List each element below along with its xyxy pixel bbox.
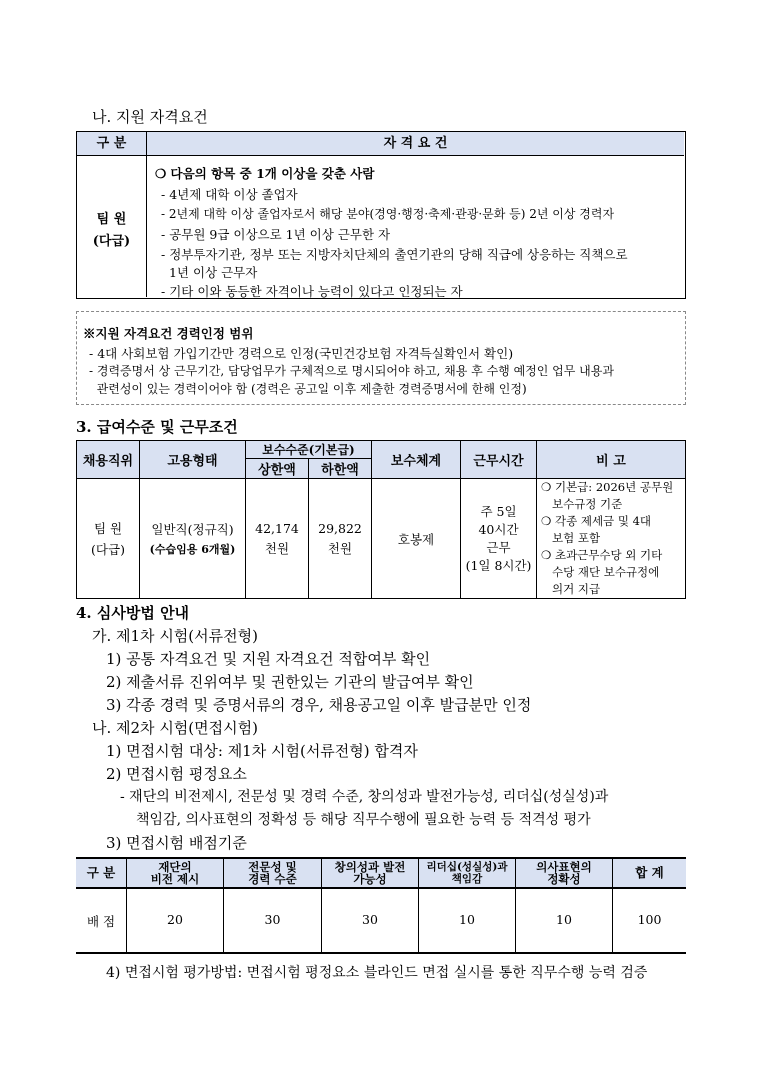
position-line2: (다급) [91, 542, 125, 557]
cell-hours [461, 479, 537, 599]
row-label-line1: 팀 원 [96, 212, 127, 227]
header-text: 전문성 및 [248, 860, 297, 874]
career-note-box [76, 311, 686, 405]
requirement-item: - 공무원 9급 이상으로 1년 이상 근무한 자 [161, 227, 391, 242]
remark-line: 의거 지급 [541, 582, 601, 596]
screening-line: 1) 면접시험 대상: 제1차 시험(서류전형) 합격자 [106, 742, 418, 760]
score-table [76, 857, 686, 954]
upper-line2: 천원 [264, 540, 290, 556]
header-text: 가능성 [353, 872, 387, 886]
header-position: 채용직위 [77, 441, 140, 479]
header-text: 책임감 [451, 873, 483, 885]
header-employment: 고용형태 [140, 441, 246, 479]
screening-line: 2) 면접시험 평정요소 [106, 765, 247, 783]
hours-line: 주 5일 [480, 503, 517, 519]
hours-line: 40시간 [478, 521, 519, 537]
hours-line: 근무 [486, 539, 511, 555]
header-category: 구 분 [77, 132, 147, 156]
row-label-line2: (다급) [92, 234, 131, 249]
requirement-item: 1년 이상 근무자 [161, 265, 258, 280]
score-header-total: 합 계 [635, 865, 664, 880]
score-header-creativity [322, 861, 418, 885]
header-text: 정확성 [547, 872, 581, 886]
header-remarks: 비 고 [537, 441, 686, 479]
requirement-item: - 4년제 대학 이상 졸업자 [161, 187, 298, 202]
screening-line: 나. 제2차 시험(면접시험) [92, 719, 258, 737]
score-value-expertise: 30 [264, 912, 281, 927]
score-value-leadership: 10 [459, 912, 475, 927]
header-text: 비전 제시 [150, 872, 200, 886]
requirement-item: - 정부투자기관, 정부 또는 지방자치단체의 출연기관의 당해 직급에 상응하는 직책으로 [161, 247, 628, 262]
cell-employment [140, 479, 246, 599]
requirement-item: - 2년제 대학 이상 졸업자로서 해당 분야(경영·행정·축제·관광·문화 등) 2년 이상 경력자 [161, 207, 615, 221]
screening-line: 책임감, 의사표현의 정확성 등 해당 직무수행에 필요한 능력 등 적격성 평가 [136, 812, 591, 828]
remark-line: ❍ 각종 제세금 및 4대 [541, 514, 652, 528]
section-title-screening: 4. 심사방법 안내 [76, 604, 190, 622]
cell-remarks [537, 479, 686, 599]
employment-line1: 일반직(정규직) [151, 522, 234, 537]
requirement-item: - 기타 이와 동등한 자격이나 능력이 있다고 인정되는 자 [161, 284, 463, 299]
header-lower: 하한액 [309, 459, 372, 479]
header-text: 리더십(성실성)과 [426, 861, 508, 873]
hours-line: (1일 8시간) [465, 557, 532, 573]
score-header-expertise [224, 861, 321, 885]
note-line: - 4대 사회보험 가입기간만 경력으로 인정(국민건강보험 자격득실확인서 확인) [89, 346, 514, 361]
score-table-mid-rule [76, 887, 686, 889]
remark-line: ❍ 초과근무수당 외 기타 [541, 548, 663, 562]
note-line: 관련성이 있는 경력이어야 함 (경력은 공고일 이후 제출한 경력증명서에 한해 인정) [89, 382, 527, 396]
header-salary: 보수수준(기본급) [246, 441, 372, 459]
header-text: 창의성과 발전 [334, 860, 406, 874]
score-value-creativity: 30 [362, 912, 378, 927]
header-text: 재단의 [158, 860, 192, 874]
position-line1: 팀 원 [93, 521, 123, 536]
score-value-vision: 20 [167, 912, 183, 927]
cell-lower [309, 479, 372, 599]
header-hours: 근무시간 [461, 441, 537, 479]
header-requirements: 자 격 요 건 [147, 132, 684, 156]
header-text: 의사표현의 [536, 860, 592, 874]
employment-line2: (수습임용 6개월) [149, 543, 236, 556]
screening-line: 2) 제출서류 진위여부 및 권한있는 기관의 발급여부 확인 [106, 673, 474, 691]
header-upper: 상한액 [246, 459, 309, 479]
cell-upper [246, 479, 309, 599]
salary-table [76, 440, 686, 598]
row-label [77, 156, 147, 297]
remark-line: 수당 재단 보수규정에 [541, 565, 660, 579]
remark-line: ❍ 기본급: 2026년 공무원 [541, 480, 674, 494]
cell-position [77, 479, 140, 599]
header-text: 경력 수준 [248, 872, 297, 886]
screening-line: - 재단의 비전제시, 전문성 및 경력 수준, 창의성과 발전가능성, 리더십(성실성)과 [120, 789, 609, 805]
upper-line1: 42,174 [255, 520, 299, 536]
screening-line: 가. 제1차 시험(서류전형) [92, 627, 258, 645]
lower-line1: 29,822 [318, 520, 362, 536]
screening-line: 3) 각종 경력 및 증명서류의 경우, 채용공고일 이후 발급분만 인정 [106, 696, 532, 714]
remark-line: 보수규정 기준 [541, 497, 623, 511]
section-title-qualification: 나. 지원 자격요건 [92, 108, 208, 126]
qualification-table [76, 131, 686, 299]
note-line: - 경력증명서 상 근무기간, 담당업무가 구체적으로 명시되어야 하고, 채용 후 수행 예정인 업무 내용과 [89, 364, 614, 378]
lower-line2: 천원 [327, 540, 353, 556]
cell-system: 호봉제 [372, 479, 461, 599]
remark-line: 보험 포함 [541, 531, 601, 545]
score-header-vision [127, 861, 223, 885]
score-header-category: 구 분 [86, 865, 116, 880]
score-value-total: 100 [637, 912, 662, 927]
section-title-salary: 3. 급여수준 및 근무조건 [76, 418, 238, 436]
header-system: 보수체계 [372, 441, 461, 479]
score-row-label: 배 점 [86, 914, 116, 929]
score-table-bottom-rule [76, 952, 686, 954]
note-title: ※지원 자격요건 경력인정 범위 [83, 326, 254, 341]
requirement-lead: ❍ 다음의 항목 중 1개 이상을 갖춘 사람 [155, 166, 375, 181]
screening-line: 3) 면접시험 배점기준 [106, 834, 247, 852]
score-header-leadership [419, 861, 515, 885]
screening-line: 1) 공통 자격요건 및 지원 자격요건 적합여부 확인 [106, 650, 431, 668]
evaluation-method-line: 4) 면접시험 평가방법: 면접시험 평정요소 블라인드 면접 실시를 통한 직무수행 능력 검증 [106, 965, 648, 981]
score-header-expression [516, 861, 612, 885]
score-value-expression: 10 [556, 912, 572, 927]
